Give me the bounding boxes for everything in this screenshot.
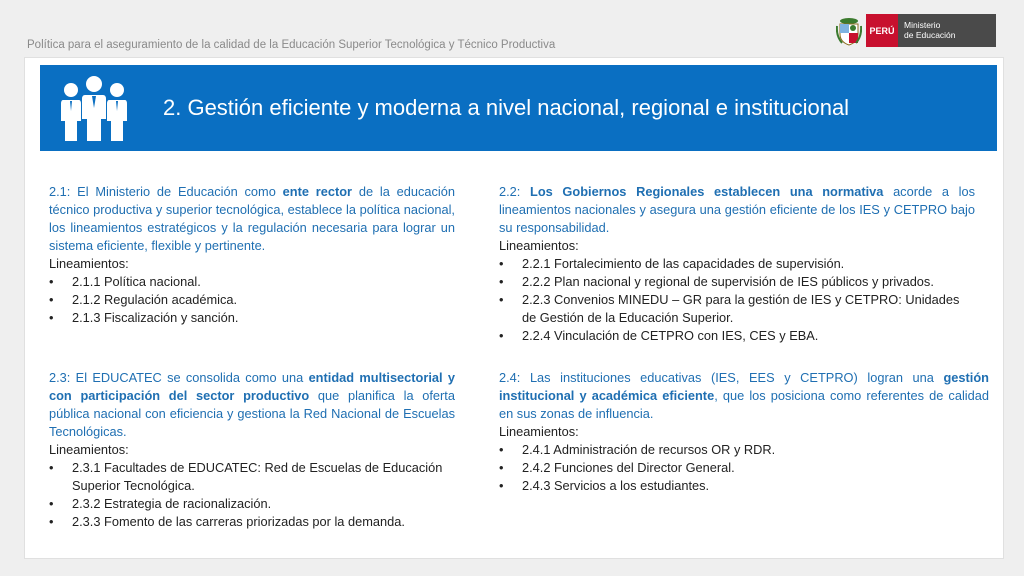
list-item: • 2.2.4 Vinculación de CETPRO con IES, CES y EBA.	[499, 327, 975, 345]
block-2-3	[49, 369, 455, 531]
intro-bold: Los Gobiernos Regionales establecen una normativa	[530, 184, 884, 199]
block-2-4-intro	[499, 369, 989, 423]
people-group-icon	[58, 75, 130, 143]
list-item: • 2.4.2 Funciones del Director General.	[499, 459, 989, 477]
list-item: • 2.1.2 Regulación académica.	[49, 291, 455, 309]
lineamientos-label: Lineamientos:	[499, 424, 579, 439]
intro-text: 2.3: El EDUCATEC se consolida como una	[49, 370, 309, 385]
document-title: Política para el aseguramiento de la calidad de la Educación Superior Tecnológica y Técnico Productiva	[27, 39, 556, 51]
block-2-2	[499, 183, 975, 345]
lineamientos-list	[49, 273, 455, 327]
peru-label: PERÚ	[866, 14, 898, 47]
block-2-3-intro	[49, 369, 455, 441]
intro-bold: gestión institucional y académica eficiente	[499, 370, 989, 403]
lineamientos-list	[499, 255, 975, 345]
list-item: • 2.1.1 Política nacional.	[49, 273, 455, 291]
intro-text: que planifica la oferta pública nacional con eficiencia y gestiona la Red Nacional de Escuelas Tecnológicas.	[49, 388, 455, 439]
list-item: • 2.3.1 Facultades de EDUCATEC: Red de Escuelas de Educación Superior Tecnológica.	[49, 459, 455, 495]
list-item: • 2.4.1 Administración de recursos OR y RDR.	[499, 441, 989, 459]
list-item: • 2.3.2 Estrategia de racionalización.	[49, 495, 455, 513]
lineamientos-label: Lineamientos:	[49, 442, 129, 457]
intro-text: , que los posiciona como referentes de calidad en sus zonas de influencia.	[499, 388, 989, 421]
list-item: • 2.3.3 Fomento de las carreras priorizadas por la demanda.	[49, 513, 455, 531]
section-title: 2. Gestión eficiente y moderna a nivel nacional, regional e institucional	[163, 95, 850, 120]
lineamientos-list	[49, 459, 455, 531]
lineamientos-label: Lineamientos:	[499, 238, 579, 253]
list-item: • 2.2.1 Fortalecimiento de las capacidades de supervisión.	[499, 255, 975, 273]
intro-bold: entidad multisectorial y con participación del sector productivo	[49, 370, 456, 403]
ministry-label-line1: Ministerio	[904, 20, 941, 30]
lineamientos-label: Lineamientos:	[49, 256, 129, 271]
lineamientos-list	[499, 441, 989, 495]
ministry-label-line2: de Educación	[904, 30, 956, 40]
intro-text: 2.1: El Ministerio de Educación como	[49, 184, 283, 199]
intro-text: de la educación técnico productiva y superior tecnológica, establece la política nacional, los lineamientos estratégicos y la regulación necesaria para lograr un sistema eficiente, flexible y pertinente.	[49, 184, 456, 253]
intro-bold: ente rector	[282, 184, 353, 199]
intro-text: acorde a los lineamientos nacionales y asegura una gestión eficiente de los IES y CETPRO bajo su responsabilidad.	[499, 184, 975, 235]
coat-of-arms-icon	[836, 16, 862, 46]
list-item: • 2.4.3 Servicios a los estudiantes.	[499, 477, 989, 495]
block-2-2-intro	[499, 183, 975, 237]
ministry-label	[898, 14, 996, 47]
block-2-1-intro	[49, 183, 455, 255]
block-2-4	[499, 369, 989, 495]
block-2-1	[49, 183, 455, 327]
list-item: • 2.2.3 Convenios MINEDU – GR para la gestión de IES y CETPRO: Unidades de Gestión de la Educación Superior.	[499, 291, 975, 327]
list-item: • 2.2.2 Plan nacional y regional de supervisión de IES públicos y privados.	[499, 273, 975, 291]
ministry-logo	[836, 14, 996, 47]
intro-text: 2.4: Las instituciones educativas (IES, EES y CETPRO) logran una	[499, 370, 944, 385]
list-item: • 2.1.3 Fiscalización y sanción.	[49, 309, 455, 327]
intro-text: 2.2:	[499, 184, 531, 199]
